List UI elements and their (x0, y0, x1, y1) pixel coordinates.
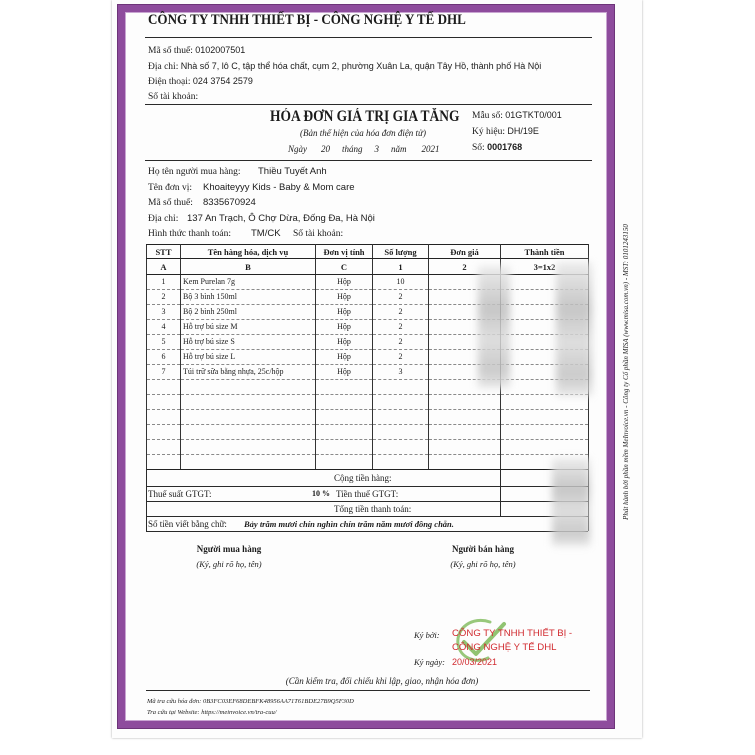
buyer-signature-title: Người mua hàng (196, 544, 262, 554)
seller-account-line (148, 91, 198, 103)
table-row (147, 275, 589, 290)
buyer-tax-code: 8335670924 (203, 197, 256, 208)
invoice-symbol-line (472, 125, 539, 138)
buyer-address-label: Địa chỉ: (148, 214, 179, 224)
table-row (147, 350, 589, 365)
cell-stt: 7 (147, 365, 181, 380)
seller-phone: 024 3754 2579 (192, 76, 253, 86)
cell-stt: 1 (147, 275, 181, 290)
col-header-qty: Số lượng (373, 245, 429, 259)
website-line (147, 708, 277, 717)
cell-name: Hỗ trợ bú size L (181, 350, 316, 365)
total-label: Tổng tiền thanh toán: (334, 504, 412, 514)
payment-method-label: Hình thức thanh toán: (148, 229, 231, 239)
table-row-empty (147, 455, 589, 470)
divider (146, 486, 588, 487)
date-month-label: tháng (342, 144, 363, 154)
divider (146, 516, 588, 517)
table-row-empty (147, 395, 589, 410)
divider (146, 531, 588, 532)
table-row (147, 335, 589, 350)
invoice-date (288, 143, 440, 155)
buyer-signature-note: (Ký, ghi rõ họ, tên) (196, 559, 262, 569)
amount-in-words-label: Số tiền viết bằng chữ: (148, 519, 227, 529)
seller-phone-label: Điện thoại: (148, 77, 191, 87)
buyer-tax-label: Mã số thuế: (148, 198, 193, 208)
seller-tax-code: 0102007501 (195, 45, 246, 55)
date-year-label: năm (391, 144, 407, 154)
signed-by-company-line2: CÔNG NGHỆ Y TẾ DHL (452, 642, 557, 653)
seller-phone-line (148, 75, 253, 88)
vat-amount-label: Tiền thuế GTGT: (336, 489, 399, 499)
buyer-account-label: Số tài khoản: (293, 229, 344, 239)
number-label: Số: (472, 143, 485, 153)
website-label: Tra cứu tại Website: (147, 709, 200, 716)
redacted-line-amounts (556, 262, 592, 396)
symbol-label: Ký hiệu: (472, 127, 505, 137)
table-header-row (147, 245, 589, 259)
col-code-price: 2 (429, 259, 501, 275)
cell-stt: 3 (147, 305, 181, 320)
seller-company-name: CÔNG TY TNHH THIẾT BỊ - CÔNG NGHỆ Y TẾ DHL (148, 12, 466, 28)
col-header-amount: Thành tiền (501, 245, 589, 259)
software-side-note: Phát hành bởi phần mềm MeInvoice.vn - Công ty Cổ phần MISA (www.misa.com.vn) - MST: 0101243150 (622, 224, 630, 520)
cell-name: Hỗ trợ bú size M (181, 320, 316, 335)
cell-unit: Hộp (316, 320, 373, 335)
cell-stt: 2 (147, 290, 181, 305)
divider (146, 501, 588, 502)
lookup-label: Mã tra cứu hóa đơn: (147, 698, 202, 705)
buyer-unit: Khoaiteyyy Kids - Baby & Mom care (203, 182, 355, 193)
date-day: 20 (321, 144, 330, 154)
cell-unit: Hộp (316, 275, 373, 290)
buyer-name: Thiều Tuyết Anh (258, 166, 327, 177)
items-table (146, 244, 589, 470)
seller-address: Nhà số 7, lô C, tập thể hóa chất, cụm 2, phường Xuân La, quận Tây Hồ, thành phố Hà Nội (180, 61, 542, 71)
invoice-subtitle: (Bản thể hiện của hóa đơn điện tử) (300, 128, 426, 138)
cell-stt: 5 (147, 335, 181, 350)
signed-date: 20/03/2021 (452, 657, 498, 667)
cell-unit: Hộp (316, 305, 373, 320)
signed-date-label: Ký ngày: (414, 657, 445, 667)
cell-qty: 2 (373, 305, 429, 320)
cell-name: Hỗ trợ bú size S (181, 335, 316, 350)
vat-rate-label: Thuế suất GTGT: (148, 489, 212, 499)
lookup-code: 0B3FC03EF68DEBFK48956AA71T61BDE27B9Q5F30D (202, 698, 354, 705)
cell-qty: 2 (373, 350, 429, 365)
cell-unit: Hộp (316, 290, 373, 305)
cell-stt: 4 (147, 320, 181, 335)
seller-address-label: Địa chỉ: (148, 62, 179, 72)
seller-tax-label: Mã số thuế: (148, 46, 193, 56)
cell-name: Bộ 2 bình 250ml (181, 305, 316, 320)
col-code-name: B (181, 259, 316, 275)
table-row-empty (147, 440, 589, 455)
col-header-name: Tên hàng hóa, dịch vụ (181, 245, 316, 259)
table-row (147, 320, 589, 335)
date-year: 2021 (421, 144, 440, 154)
date-month: 3 (374, 144, 380, 154)
divider (145, 104, 592, 105)
vat-rate: 10 % (312, 489, 330, 498)
cell-stt: 6 (147, 350, 181, 365)
buyer-name-label: Họ tên người mua hàng: (148, 167, 241, 177)
table-row (147, 290, 589, 305)
seller-account-label: Số tài khoản: (148, 92, 199, 102)
cell-qty: 3 (373, 365, 429, 380)
symbol-value: DH/19E (507, 126, 539, 136)
table-row-empty (147, 410, 589, 425)
cell-name: Kem Purelan 7g (181, 275, 316, 290)
cell-unit: Hộp (316, 350, 373, 365)
payment-method: TM/CK (251, 228, 281, 239)
seller-signature-note: (Ký, ghi rõ họ, tên) (450, 559, 516, 569)
col-header-price: Đơn giá (429, 245, 501, 259)
table-row (147, 305, 589, 320)
invoice-number-line (472, 141, 522, 154)
table-row (147, 365, 589, 380)
invoice-number: 0001768 (487, 142, 523, 152)
signed-by-label: Ký bởi: (414, 630, 440, 640)
redacted-totals (552, 458, 590, 546)
amount-in-words: Bảy trăm mươi chín nghìn chín trăm năm mươi đồng chẵn. (244, 519, 454, 529)
buyer-address: 137 An Trạch, Ô Chợ Dừa, Đống Đa, Hà Nội (187, 213, 375, 224)
date-day-label: Ngày (288, 144, 307, 154)
divider (146, 690, 590, 691)
cell-unit: Hộp (316, 335, 373, 350)
divider (145, 37, 592, 38)
col-code-unit: C (316, 259, 373, 275)
cell-name: Bộ 3 bình 150ml (181, 290, 316, 305)
col-code-amount: 3=1x2 (501, 259, 589, 275)
col-header-stt: STT (147, 245, 181, 259)
divider (145, 160, 592, 161)
signed-by-company-line1: CÔNG TY TNHH THIẾT BỊ - (452, 628, 573, 639)
seller-address-line (148, 60, 541, 73)
form-label: Mẫu số: (472, 111, 503, 121)
redacted-unit-prices (478, 266, 510, 388)
cell-qty: 10 (373, 275, 429, 290)
cell-qty: 2 (373, 335, 429, 350)
cell-qty: 2 (373, 320, 429, 335)
cell-name: Túi trữ sữa bằng nhựa, 25c/hộp (181, 365, 316, 380)
col-code-stt: A (147, 259, 181, 275)
totals-divider (500, 469, 501, 516)
table-row-empty (147, 425, 589, 440)
buyer-unit-label: Tên đơn vị: (148, 183, 193, 193)
subtotal-label: Cộng tiền hàng: (334, 473, 392, 483)
col-code-qty: 1 (373, 259, 429, 275)
table-row-empty (147, 380, 589, 395)
invoice-title: HÓA ĐƠN GIÁ TRỊ GIA TĂNG (270, 108, 460, 125)
lookup-line (147, 697, 354, 706)
totals-border-left (146, 469, 147, 531)
seller-signature-title: Người bán hàng (452, 544, 514, 554)
cell-unit: Hộp (316, 365, 373, 380)
form-value: 01GTKT0/001 (505, 110, 562, 120)
check-note: (Cần kiểm tra, đối chiếu khi lập, giao, nhận hóa đơn) (285, 676, 479, 686)
cell-qty: 2 (373, 290, 429, 305)
table-code-row (147, 259, 589, 275)
invoice-form-line (472, 109, 562, 122)
col-header-unit: Đơn vị tính (316, 245, 373, 259)
website-url: https://meinvoice.vn/tra-cuu/ (201, 709, 277, 716)
seller-tax-line (148, 44, 245, 57)
